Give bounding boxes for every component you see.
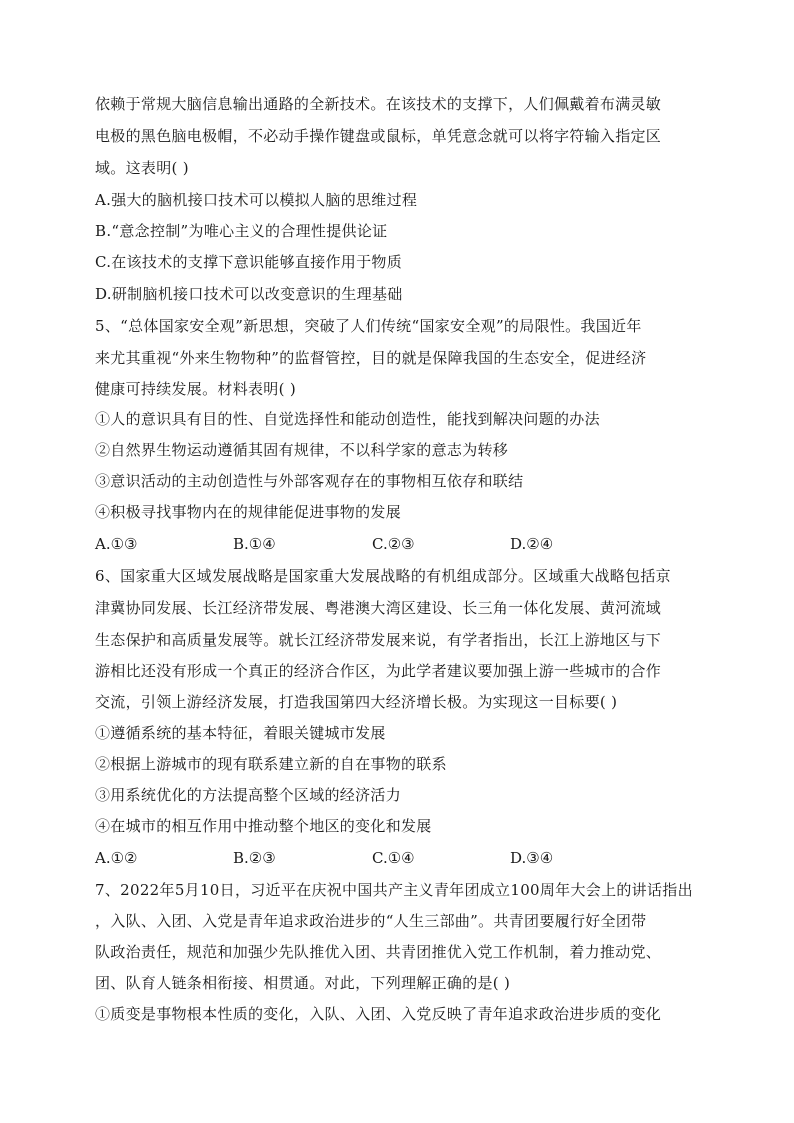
q7-stem-line-4: 团、队育人链条相衔接、相贯通。对此，下列理解正确的是( )	[95, 974, 511, 992]
q7-statement-1: ①质变是事物根本性质的变化，入队、入团、入党反映了青年追求政治进步质的变化	[95, 1005, 662, 1023]
q6-statement-3: ③用系统优化的方法提高整个区域的经济活力	[95, 786, 402, 804]
q6-option-c: C.①④	[372, 849, 415, 867]
q5-statement-2: ②自然界生物运动遵循其固有规律，不以科学家的意志为转移	[95, 441, 509, 459]
q6-stem-line-2: 津冀协同发展、长江经济带发展、粤港澳大湾区建设、长三角一体化发展、黄河流域	[95, 599, 662, 617]
q5-stem-line-3: 健康可持续发展。材料表明( )	[95, 380, 296, 398]
q5-option-b: B.①④	[233, 535, 276, 553]
q5-option-d: D.②④	[510, 535, 554, 553]
q5-option-a: A.①③	[95, 535, 138, 553]
q7-stem-line-3: 队政治责任，规范和加强少先队推优入团、共青团推优入党工作机制，着力推动党、	[95, 943, 662, 961]
q6-statement-2: ②根据上游城市的现有联系建立新的自在事物的联系	[95, 755, 447, 773]
q5-statement-1: ①人的意识具有目的性、自觉选择性和能动创造性，能找到解决问题的办法	[95, 410, 600, 428]
q7-stem-line-1: 7、2022年5月10日，习近平在庆祝中国共产主义青年团成立100周年大会上的讲话指出	[95, 881, 693, 899]
q6-option-a: A.①②	[95, 849, 138, 867]
q6-stem-line-3: 生态保护和高质量发展等。就长江经济带发展来说，有学者指出，长江上游地区与下	[95, 631, 662, 649]
q4-stem-line-2: 电极的黑色脑电极帽，不必动手操作键盘或鼠标，单凭意念就可以将字符输入指定区	[95, 127, 662, 145]
q7-stem-line-2: ，入队、入团、入党是青年追求政治进步的“人生三部曲”。共青团要履行好全团带	[95, 912, 647, 930]
q4-option-c: C.在该技术的支撑下意识能够直接作用于物质	[95, 253, 403, 271]
q4-option-a: A.强大的脑机接口技术可以模拟人脑的思维过程	[95, 191, 418, 209]
q4-stem-line-3: 域。这表明( )	[95, 159, 189, 177]
q6-stem-line-1: 6、国家重大区域发展战略是国家重大发展战略的有机组成部分。区域重大战略包括京	[95, 567, 671, 585]
q6-statement-4: ④在城市的相互作用中推动整个地区的变化和发展	[95, 817, 432, 835]
q6-statement-1: ①遵循系统的基本特征，着眼关键城市发展	[95, 724, 386, 742]
q6-stem-line-5: 交流，引领上游经济发展，打造我国第四大经济增长极。为实现这一目标要( )	[95, 693, 618, 711]
q4-option-b: B.“意念控制”为唯心主义的合理性提供论证	[95, 222, 388, 240]
q5-stem-line-1: 5、“总体国家安全观”新思想，突破了人们传统“国家安全观”的局限性。我国近年	[95, 317, 642, 335]
q5-statement-3: ③意识活动的主动创造性与外部客观存在的事物相互依存和联结	[95, 472, 524, 490]
q5-statement-4: ④积极寻找事物内在的规律能促进事物的发展	[95, 503, 402, 521]
q6-option-d: D.③④	[510, 849, 554, 867]
q5-option-c: C.②③	[372, 535, 415, 553]
q4-stem-line-1: 依赖于常规大脑信息输出通路的全新技术。在该技术的支撑下，人们佩戴着布满灵敏	[95, 95, 662, 113]
q4-option-d: D.研制脑机接口技术可以改变意识的生理基础	[95, 285, 403, 303]
q6-stem-line-4: 游相比还没有形成一个真正的经济合作区，为此学者建议要加强上游一些城市的合作	[95, 662, 662, 680]
q6-option-b: B.②③	[233, 849, 276, 867]
q5-stem-line-2: 来尤其重视“外来生物物种”的监督管控，目的就是保障我国的生态安全，促进经济	[95, 349, 647, 367]
